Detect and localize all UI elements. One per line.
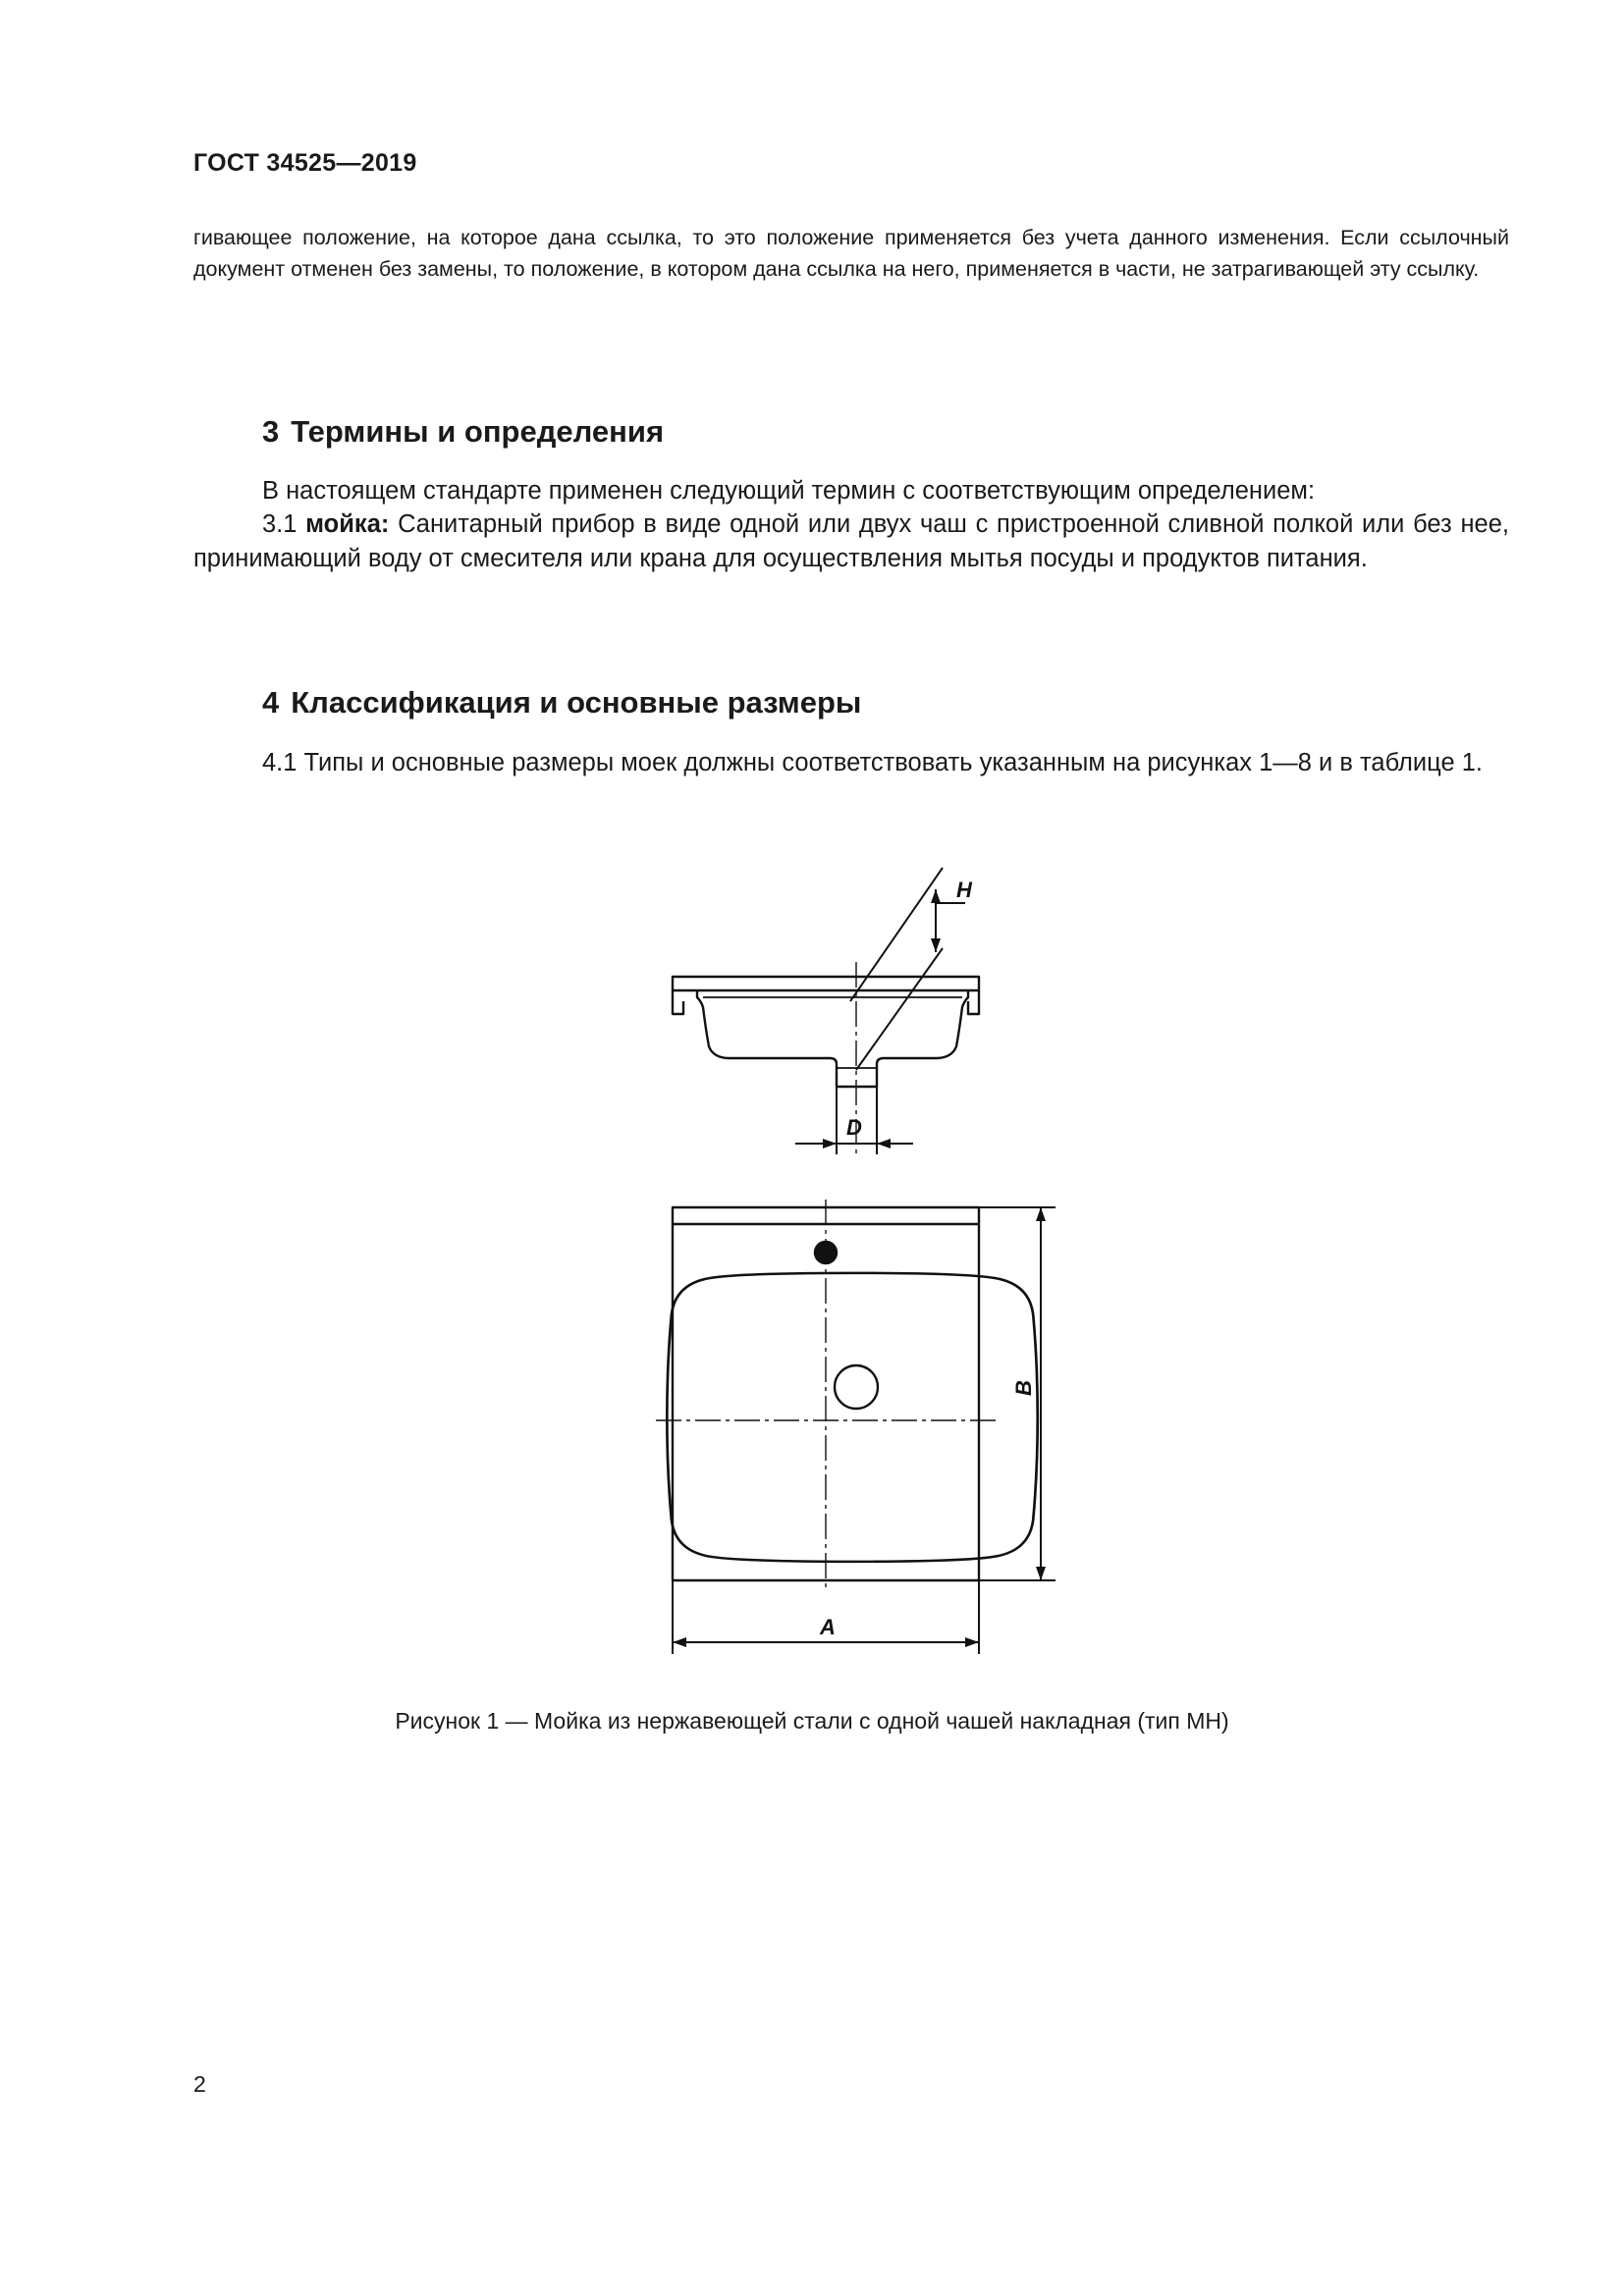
left-flange — [673, 990, 683, 1014]
section-4-paragraph: 4.1 Типы и основные размеры моек должны соответствовать указанным на рисунках 1—8 и в таблице 1. — [262, 749, 1484, 776]
rim-top — [673, 977, 979, 990]
label-a: A — [820, 1615, 836, 1639]
label-d: D — [846, 1115, 862, 1140]
sink-plan-view — [667, 1207, 1037, 1580]
section-3-number: 3 — [262, 414, 280, 449]
label-h: H — [956, 878, 972, 902]
h-arrow-top — [931, 889, 941, 903]
plan-bowl — [667, 1273, 1037, 1562]
section-3-heading — [262, 414, 664, 450]
drain-hole — [835, 1365, 878, 1409]
d-arrow-left — [823, 1139, 837, 1148]
page-number: 2 — [193, 2071, 206, 2097]
h-leader-upper — [850, 868, 943, 1001]
a-arrow-left — [673, 1637, 686, 1647]
d-arrow-right — [877, 1139, 891, 1148]
h-leader-lower — [856, 948, 943, 1070]
label-b: B — [1011, 1380, 1036, 1396]
section-4-heading — [262, 685, 861, 721]
sink-technical-drawing — [628, 854, 1080, 1669]
figure-1-drawing — [628, 854, 1080, 1669]
document-code-header: ГОСТ 34525—2019 — [193, 149, 417, 177]
section-3-title: Термины и определения — [291, 414, 665, 449]
term-number: 3.1 — [262, 510, 298, 538]
section-4-title: Классификация и основные размеры — [291, 685, 862, 720]
section-3-intro: В настоящем стандарте применен следующий термин с соответствующим определением: — [262, 477, 1316, 505]
term-definition: Санитарный прибор в виде одной или двух чаш с пристроенной сливной полкой или без нее, принимающий воду от смесителя или крана для осуществления мытья посуды и продуктов питания. — [193, 510, 1509, 572]
b-arrow-bottom — [1036, 1567, 1046, 1580]
dimension-h — [850, 868, 965, 1070]
bowl-outline — [697, 990, 968, 1087]
a-arrow-right — [965, 1637, 979, 1647]
term-word: мойка: — [305, 510, 390, 538]
b-arrow-top — [1036, 1207, 1046, 1221]
section-4-number: 4 — [262, 685, 280, 720]
intro-paragraph: гивающее положение, на которое дана ссылка, то это положение применяется без учета данного изменения. Если ссылочный документ отменен без замены, то положение, в котором дана ссылка на него, применяется в части, не затрагивающей эту ссылку. — [193, 226, 1509, 281]
term-definition-paragraph — [193, 507, 1509, 575]
sink-side-view — [673, 977, 979, 1087]
right-flange — [968, 990, 979, 1014]
figure-1-caption: Рисунок 1 — Мойка из нержавеющей стали с одной чашей накладная (тип МН) — [395, 1708, 1229, 1734]
h-arrow-bottom — [931, 938, 941, 952]
